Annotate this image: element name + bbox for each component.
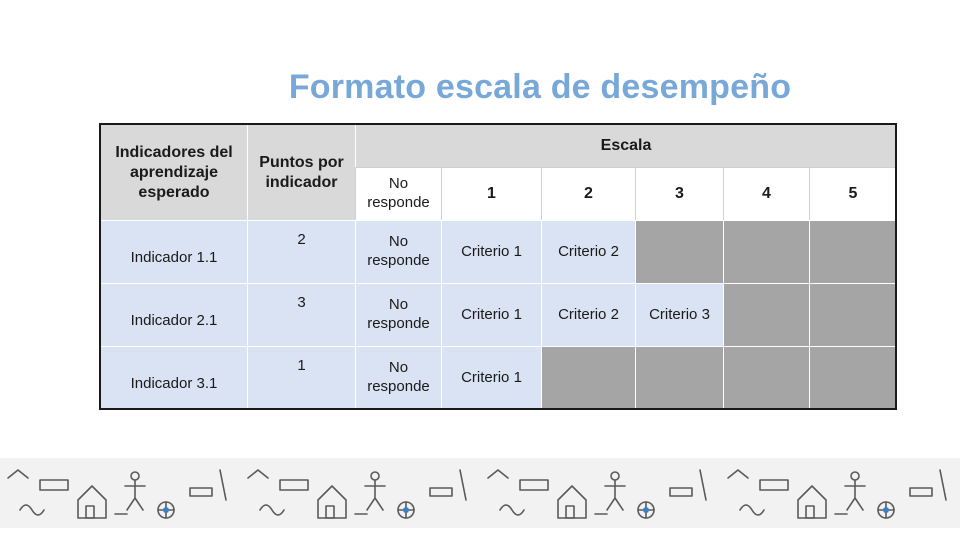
row3-no-responde: No responde [355,346,441,409]
indicator-column-header: Indicadores del aprendizaje esperado [100,124,247,220]
row2-criterio-1: Criterio 1 [441,283,541,346]
row1-disabled-4 [723,220,809,283]
row2-disabled-5 [809,283,896,346]
scale-level-1: 1 [441,167,541,220]
scale-level-4: 4 [723,167,809,220]
indicator-2-1: Indicador 2.1 [100,283,247,346]
row1-criterio-1: Criterio 1 [441,220,541,283]
scale-level-5: 5 [809,167,896,220]
scale-header: Escala [355,124,896,167]
indicator-1-1: Indicador 1.1 [100,220,247,283]
row3-disabled-2 [541,346,635,409]
scale-level-3: 3 [635,167,723,220]
row2-criterio-2: Criterio 2 [541,283,635,346]
row3-disabled-3 [635,346,723,409]
row2-disabled-4 [723,283,809,346]
points-column-header: Puntos por indicador [247,124,355,220]
page-title: Formato escala de desempeño [288,68,792,106]
row3-disabled-4 [723,346,809,409]
row3-disabled-5 [809,346,896,409]
indicator-3-1: Indicador 3.1 [100,346,247,409]
points-indicator-3-1: 1 [247,346,355,409]
scale-level-no-responde: No responde [355,167,441,220]
row1-no-responde: No responde [355,220,441,283]
school-doodle-border [0,458,960,528]
row3-criterio-1: Criterio 1 [441,346,541,409]
row1-criterio-2: Criterio 2 [541,220,635,283]
row2-no-responde: No responde [355,283,441,346]
points-indicator-2-1: 3 [247,283,355,346]
row1-disabled-3 [635,220,723,283]
scale-level-2: 2 [541,167,635,220]
row1-disabled-5 [809,220,896,283]
points-indicator-1-1: 2 [247,220,355,283]
row2-criterio-3: Criterio 3 [635,283,723,346]
